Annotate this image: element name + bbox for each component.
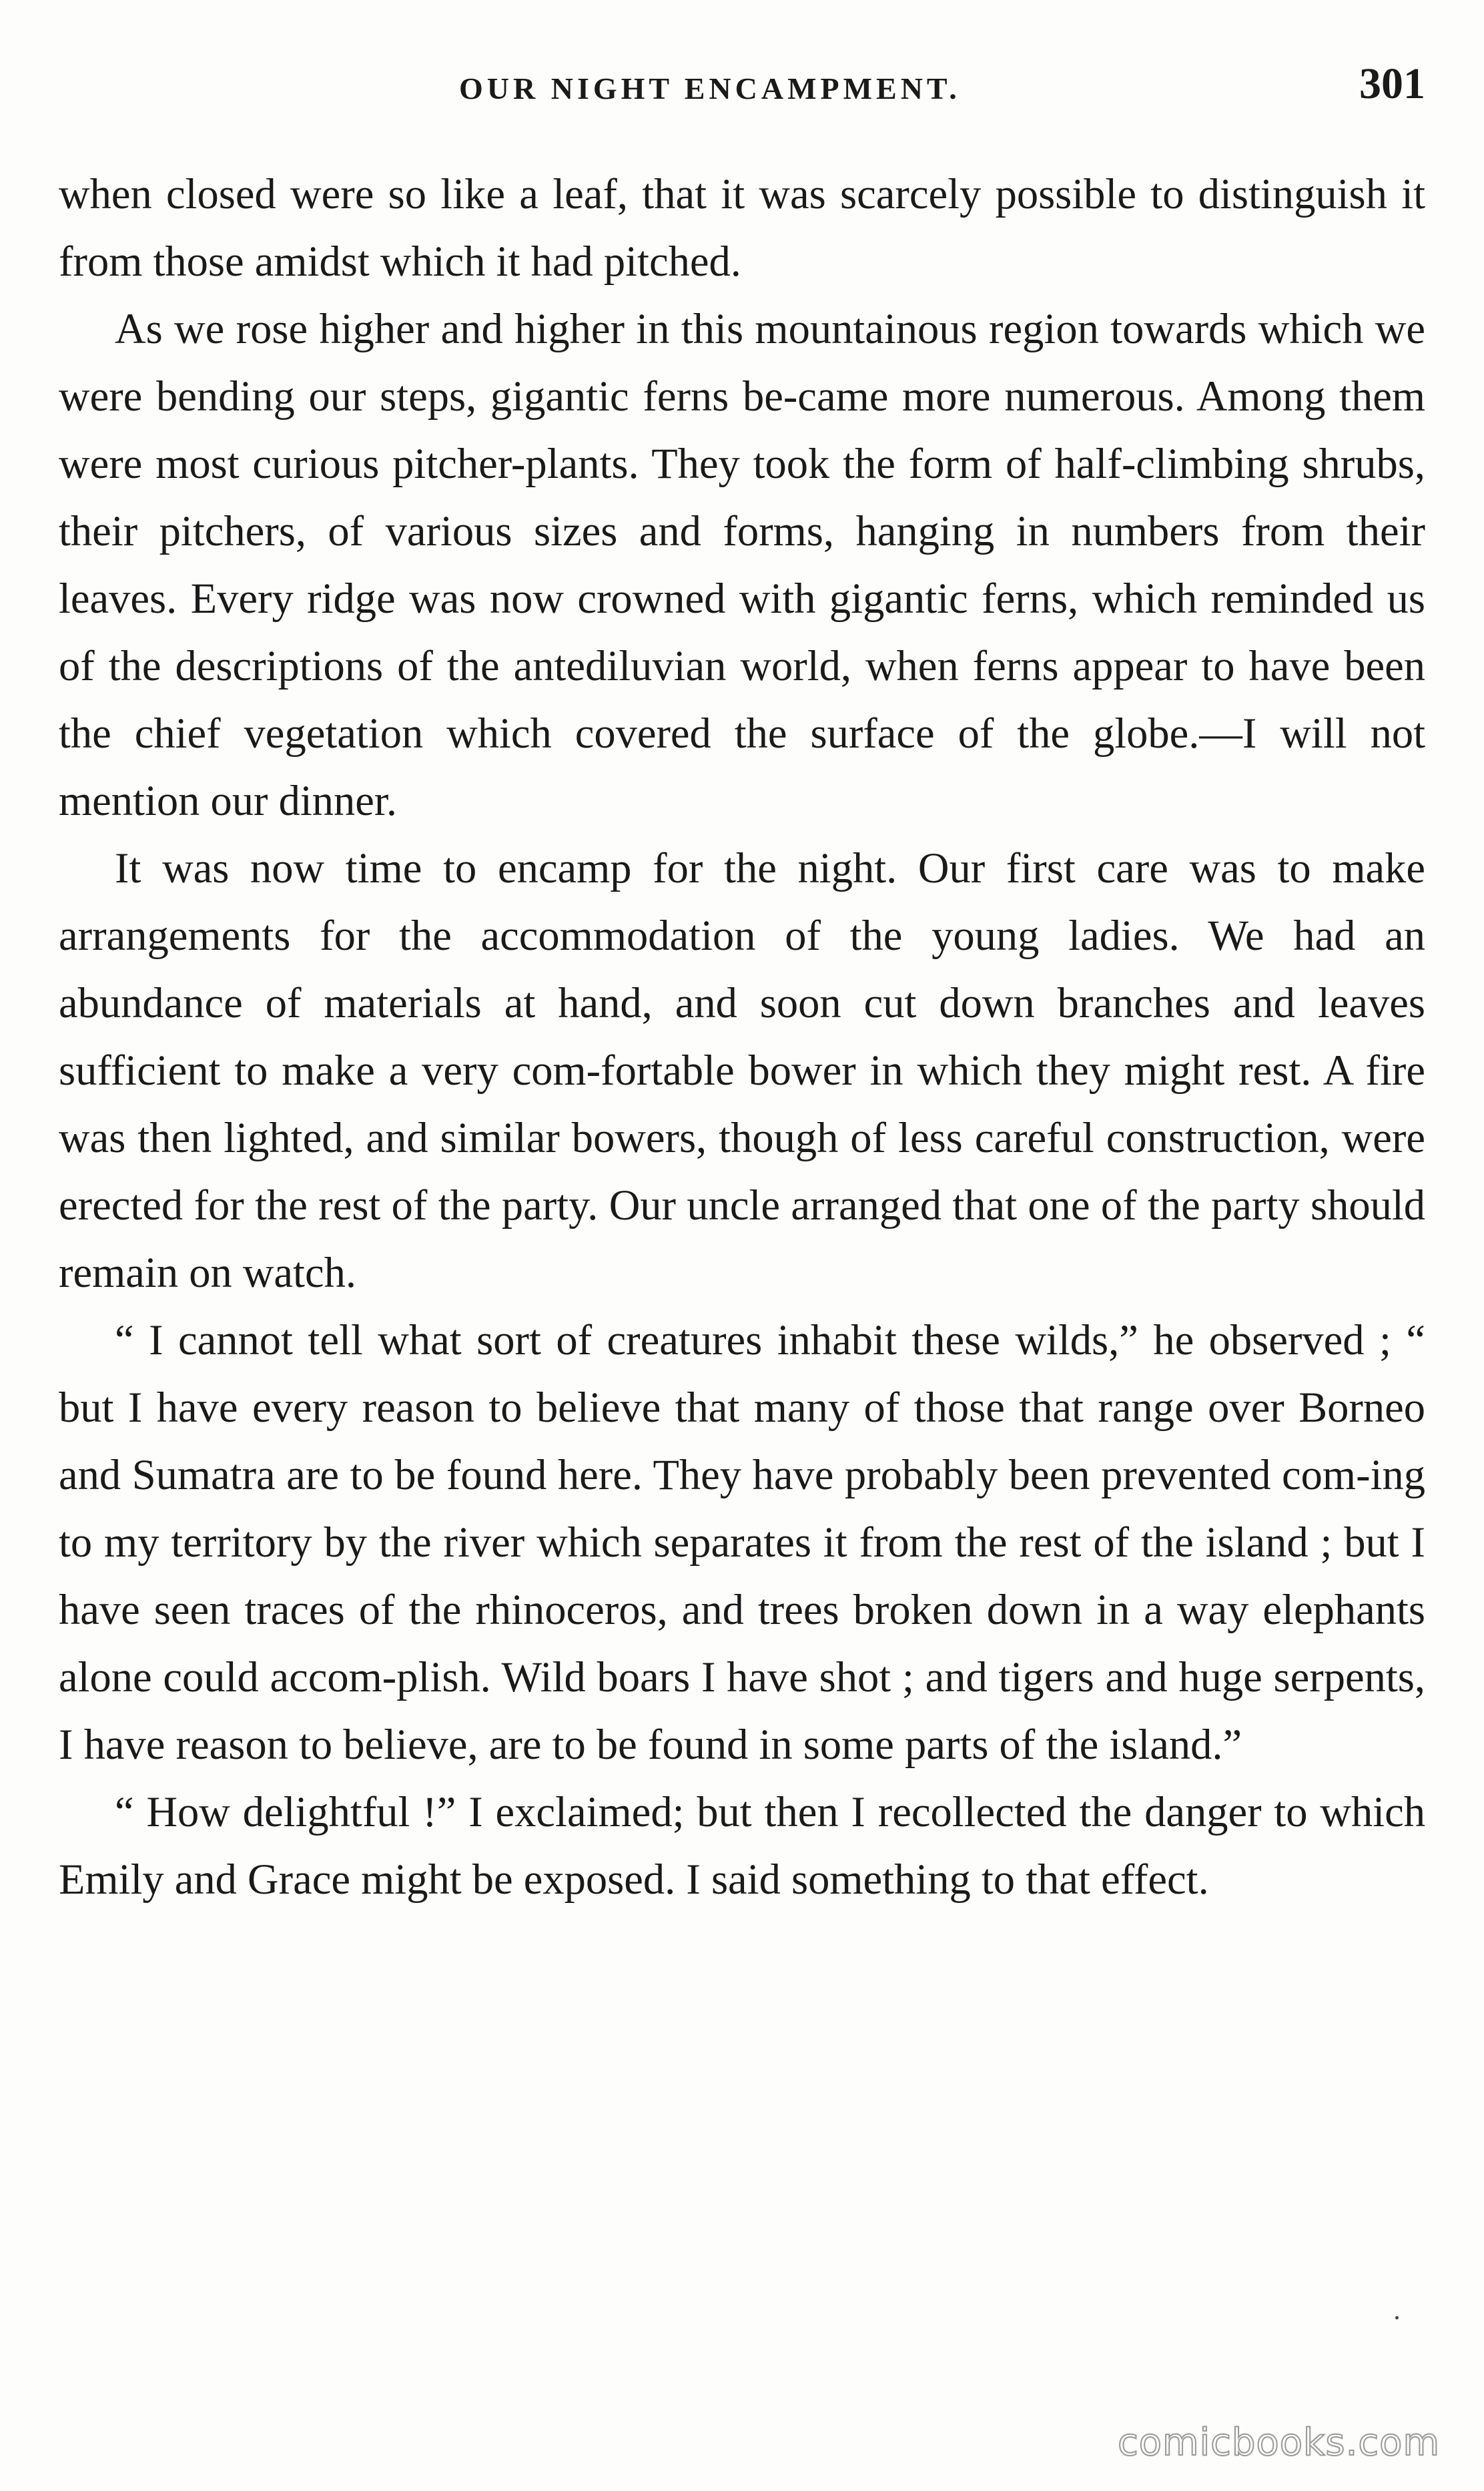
paragraph-continuation: when closed were so like a leaf, that it was scarcely possible to distinguish it from those amidst which it had pitched.: [59, 170, 1425, 285]
running-title: OUR NIGHT ENCAMPMENT.: [459, 71, 961, 105]
body-text: [59, 160, 1425, 1913]
watermark: comicbooks.com: [1117, 2421, 1440, 2464]
paragraph-uncle-speech: “ I cannot tell what sort of creatures inhabit these wilds,” he observed ; “ but I have every reason to believe that many of those that range over Borneo and Sumatra are to be found here. They have probably been prevented com-ing to my territory by the river which separates it from the rest of the island ; but I have seen traces of the rhinoceros, and trees broken down in a way elephants alone could accom-plish. Wild boars I have shot ; and tigers and huge serpents, I have reason to believe, are to be found in some parts of the island.”: [59, 1316, 1425, 1768]
paragraph-ferns: As we rose higher and higher in this mountainous region towards which we were bending our steps, gigantic ferns be-came more numerous. Among them were most curious pitcher-plants. They took the form of half-climbing shrubs, their pitchers, of various sizes and forms, hanging in numbers from their leaves. Every ridge was now crowned with gigantic ferns, which reminded us of the descriptions of the antediluvian world, when ferns appear to have been the chief vegetation which covered the surface of the globe.—I will not mention our dinner.: [59, 305, 1425, 824]
running-head: [59, 59, 1425, 119]
page-number: 301: [1359, 59, 1425, 108]
ink-speck: [1395, 2316, 1399, 2319]
paragraph-encampment: It was now time to encamp for the night. Our first care was to make arrangements for the accommodation of the young ladies. We had an abundance of materials at hand, and soon cut down branches and leaves sufficient to make a very com-fortable bower in which they might rest. A fire was then lighted, and similar bowers, though of less careful construction, were erected for the rest of the party. Our uncle arranged that one of the party should remain on watch.: [59, 844, 1425, 1296]
paragraph-exclamation: “ How delightful !” I exclaimed; but then I recollected the danger to which Emily and Grace might be exposed. I said something to that effect.: [59, 1788, 1425, 1903]
